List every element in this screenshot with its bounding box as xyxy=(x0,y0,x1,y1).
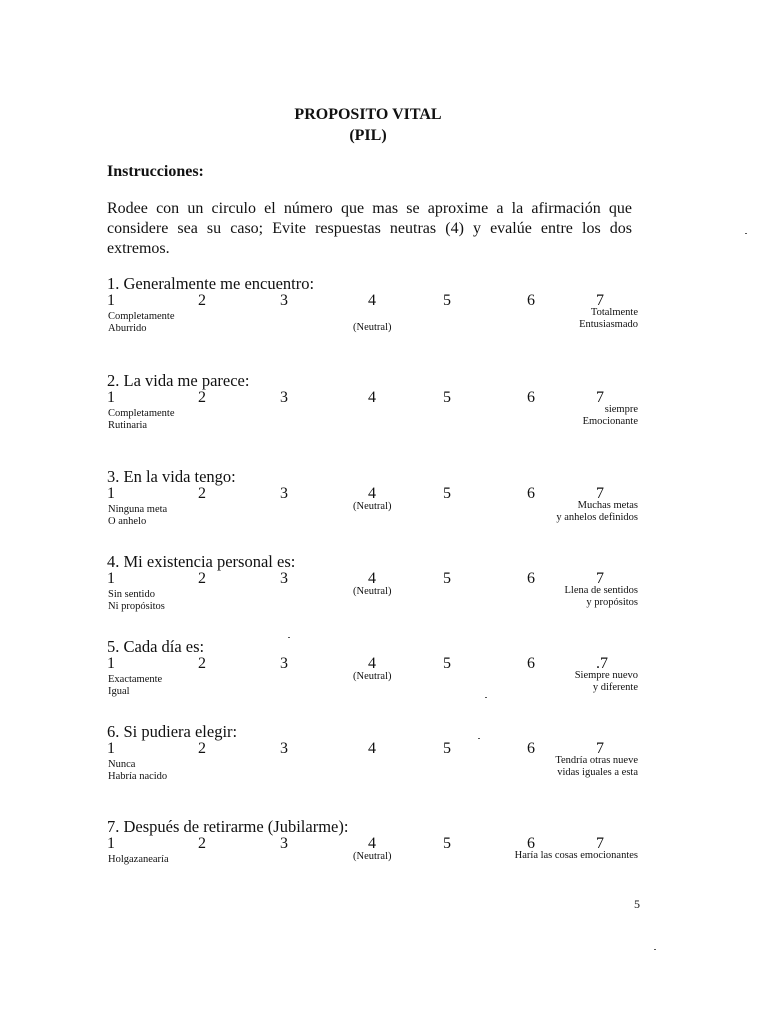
scale-option: 5 xyxy=(443,389,451,406)
instructions-text xyxy=(107,199,632,259)
neutral-label: (Neutral) xyxy=(353,671,392,682)
scale-option: 3 xyxy=(280,389,288,406)
left-anchor-label: Exactamente Igual xyxy=(108,674,163,697)
neutral-label: (Neutral) xyxy=(353,851,392,862)
right-anchor-label: Siempre nuevo y diferente xyxy=(574,670,638,693)
question-text: 1. Generalmente me encuentro: xyxy=(107,274,315,293)
document-title: PROPOSITO VITAL xyxy=(294,106,442,123)
scale-option: 5 xyxy=(443,740,451,757)
left-anchor-label: Completamente Rutinaria xyxy=(108,408,175,431)
scale-option: 6 xyxy=(527,389,535,406)
left-anchor-label: Completamente Aburrido xyxy=(108,311,175,334)
scale-option: 2 xyxy=(198,485,206,502)
scan-speck xyxy=(485,697,487,698)
neutral-label: (Neutral) xyxy=(353,586,392,597)
question-text: 3. En la vida tengo: xyxy=(107,467,236,486)
instructions-paragraph: Rodee con un circulo el número que mas se aproxime a la afirmación que considere sea su caso; Evite respuestas neutras (4) y evalúe entre los dos extremos. xyxy=(107,200,632,257)
scale-option: 1 xyxy=(107,292,115,309)
scale-option: 1 xyxy=(107,655,115,672)
scale-option: 4 xyxy=(368,570,376,587)
scale-option: 4 xyxy=(368,835,376,852)
question-text: 7. Después de retirarme (Jubilarme): xyxy=(107,817,349,836)
scale-option: 1 xyxy=(107,389,115,406)
neutral-label: (Neutral) xyxy=(353,501,392,512)
document-subtitle: (PIL) xyxy=(349,127,387,144)
right-anchor-label: Haría las cosas emocionantes xyxy=(514,850,638,861)
scale-option: .7 xyxy=(596,655,608,672)
left-anchor-label: Nunca Habría nacido xyxy=(108,759,168,782)
scale-option: 3 xyxy=(280,835,288,852)
scale-option: 1 xyxy=(107,570,115,587)
scan-speck xyxy=(654,949,656,950)
scale-option: 7 xyxy=(596,292,604,309)
scale-option: 3 xyxy=(280,570,288,587)
scale-option: 7 xyxy=(596,835,604,852)
question-text: 2. La vida me parece: xyxy=(107,371,250,390)
scan-speck xyxy=(288,637,290,638)
scale-option: 2 xyxy=(198,835,206,852)
left-anchor-label: Holgazanearía xyxy=(108,854,169,865)
scale-option: 2 xyxy=(198,740,206,757)
scale-option: 2 xyxy=(198,570,206,587)
scale-option: 1 xyxy=(107,485,115,502)
scale-option: 2 xyxy=(198,292,206,309)
scale-option: 6 xyxy=(527,835,535,852)
scale-option: 5 xyxy=(443,835,451,852)
scale-option: 6 xyxy=(527,485,535,502)
scale-option: 5 xyxy=(443,655,451,672)
scale-option: 4 xyxy=(368,485,376,502)
scale-option: 7 xyxy=(596,485,604,502)
scale-option: 6 xyxy=(527,570,535,587)
neutral-label: (Neutral) xyxy=(353,322,392,333)
scale-option: 5 xyxy=(443,570,451,587)
right-anchor-label: Totalmente Entusiasmado xyxy=(579,307,638,330)
scale-option: 6 xyxy=(527,740,535,757)
scale-option: 6 xyxy=(527,655,535,672)
scan-speck xyxy=(745,233,747,234)
scale-option: 5 xyxy=(443,485,451,502)
scale-option: 7 xyxy=(596,740,604,757)
right-anchor-label: Llena de sentidos y propósitos xyxy=(564,585,638,608)
scale-option: 2 xyxy=(198,655,206,672)
left-anchor-label: Ninguna meta O anhelo xyxy=(108,504,168,527)
scale-option: 7 xyxy=(596,389,604,406)
right-anchor-label: siempre Emocionante xyxy=(582,404,638,427)
scale-option: 6 xyxy=(527,292,535,309)
left-anchor-label: Sin sentido Ni propósitos xyxy=(108,589,165,612)
scale-option: 7 xyxy=(596,570,604,587)
scale-option: 3 xyxy=(280,292,288,309)
scale-option: 3 xyxy=(280,485,288,502)
scale-option: 3 xyxy=(280,740,288,757)
page-number: 5 xyxy=(634,897,640,911)
right-anchor-label: Muchas metas y anhelos definidos xyxy=(556,500,638,523)
scale-option: 5 xyxy=(443,292,451,309)
question-text: 4. Mi existencia personal es: xyxy=(107,552,296,571)
scale-option: 4 xyxy=(368,740,376,757)
scan-speck xyxy=(478,738,480,739)
right-anchor-label: Tendría otras nueve vidas iguales a esta xyxy=(555,755,638,778)
scale-option: 4 xyxy=(368,292,376,309)
scale-option: 2 xyxy=(198,389,206,406)
scale-option: 1 xyxy=(107,740,115,757)
question-text: 5. Cada día es: xyxy=(107,637,205,656)
scale-option: 4 xyxy=(368,389,376,406)
instructions-heading: Instrucciones: xyxy=(107,163,204,180)
question-text: 6. Si pudiera elegir: xyxy=(107,722,238,741)
scale-option: 4 xyxy=(368,655,376,672)
scale-option: 3 xyxy=(280,655,288,672)
scale-option: 1 xyxy=(107,835,115,852)
